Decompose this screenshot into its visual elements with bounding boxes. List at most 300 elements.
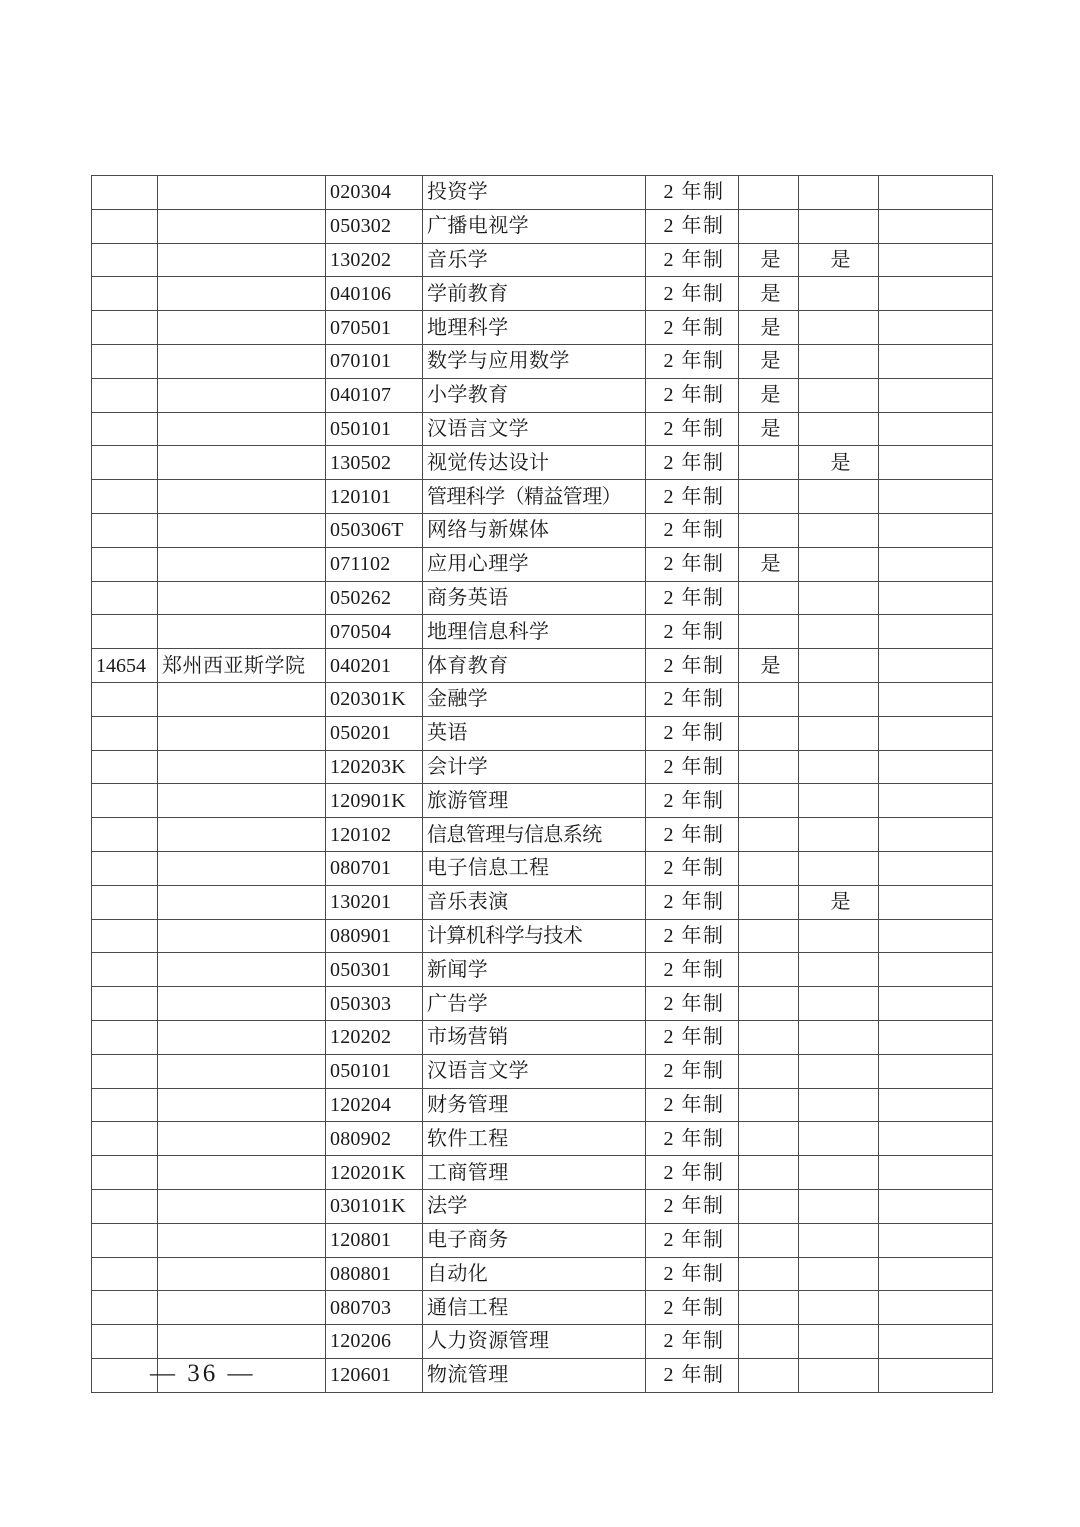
- cell-institution-name: [158, 311, 326, 345]
- cell-study-length: 2 年制: [646, 885, 739, 919]
- cell-institution-name: [158, 412, 326, 446]
- cell-major-code: 040106: [326, 277, 423, 311]
- cell-flag-1: 是: [739, 344, 799, 378]
- table-row: [92, 953, 993, 987]
- cell-institution-name: [158, 513, 326, 547]
- cell-major-code: 070101: [326, 344, 423, 378]
- table-row: [92, 1189, 993, 1223]
- cell-flag-1: [739, 1189, 799, 1223]
- cell-major-code: 020304: [326, 176, 423, 210]
- cell-flag-2: 是: [799, 885, 879, 919]
- page-number: — 36 —: [150, 1360, 256, 1387]
- cell-institution-code: 14654: [92, 649, 158, 683]
- table-row: [92, 682, 993, 716]
- cell-flag-2: [799, 1122, 879, 1156]
- cell-flag-3: [879, 446, 993, 480]
- cell-flag-3: [879, 277, 993, 311]
- cell-institution-code: [92, 919, 158, 953]
- cell-study-length: 2 年制: [646, 378, 739, 412]
- cell-institution-name: [158, 1156, 326, 1190]
- cell-flag-3: [879, 649, 993, 683]
- cell-institution-name: [158, 1223, 326, 1257]
- cell-flag-1: [739, 209, 799, 243]
- cell-flag-3: [879, 818, 993, 852]
- cell-study-length: 2 年制: [646, 750, 739, 784]
- cell-institution-name: [158, 919, 326, 953]
- cell-study-length: 2 年制: [646, 1358, 739, 1392]
- cell-study-length: 2 年制: [646, 277, 739, 311]
- cell-flag-3: [879, 176, 993, 210]
- cell-major-name: 人力资源管理: [423, 1325, 646, 1359]
- cell-major-name: 音乐表演: [423, 885, 646, 919]
- cell-major-name: 软件工程: [423, 1122, 646, 1156]
- cell-institution-code: [92, 378, 158, 412]
- cell-flag-3: [879, 682, 993, 716]
- cell-institution-code: [92, 1156, 158, 1190]
- cell-major-code: 050101: [326, 412, 423, 446]
- cell-institution-name: [158, 1325, 326, 1359]
- table-row: [92, 716, 993, 750]
- cell-flag-1: [739, 615, 799, 649]
- table-row: [92, 412, 993, 446]
- cell-flag-2: [799, 851, 879, 885]
- table-row: [92, 547, 993, 581]
- cell-study-length: 2 年制: [646, 412, 739, 446]
- cell-major-code: 050201: [326, 716, 423, 750]
- table-row: [92, 1156, 993, 1190]
- table-row: [92, 784, 993, 818]
- cell-study-length: 2 年制: [646, 547, 739, 581]
- cell-major-name: 视觉传达设计: [423, 446, 646, 480]
- cell-institution-code: [92, 209, 158, 243]
- cell-flag-3: [879, 784, 993, 818]
- cell-institution-name: [158, 243, 326, 277]
- cell-major-name: 信息管理与信息系统: [423, 818, 646, 852]
- cell-flag-3: [879, 1156, 993, 1190]
- cell-major-name: 地理科学: [423, 311, 646, 345]
- cell-flag-3: [879, 885, 993, 919]
- table-row: [92, 1088, 993, 1122]
- cell-flag-2: [799, 547, 879, 581]
- cell-flag-3: [879, 480, 993, 514]
- cell-flag-1: [739, 919, 799, 953]
- cell-major-code: 120204: [326, 1088, 423, 1122]
- cell-flag-2: [799, 716, 879, 750]
- cell-major-code: 080701: [326, 851, 423, 885]
- cell-major-code: 020301K: [326, 682, 423, 716]
- cell-flag-1: [739, 1223, 799, 1257]
- cell-major-name: 英语: [423, 716, 646, 750]
- cell-major-code: 050262: [326, 581, 423, 615]
- cell-major-name: 工商管理: [423, 1156, 646, 1190]
- cell-institution-name: [158, 987, 326, 1021]
- cell-flag-2: [799, 953, 879, 987]
- cell-institution-code: [92, 1358, 158, 1392]
- cell-study-length: 2 年制: [646, 513, 739, 547]
- cell-institution-code: [92, 446, 158, 480]
- cell-major-code: 120801: [326, 1223, 423, 1257]
- cell-study-length: 2 年制: [646, 1122, 739, 1156]
- cell-study-length: 2 年制: [646, 1020, 739, 1054]
- cell-major-code: 130201: [326, 885, 423, 919]
- cell-flag-3: [879, 209, 993, 243]
- cell-major-name: 自动化: [423, 1257, 646, 1291]
- table-row: [92, 311, 993, 345]
- cell-study-length: 2 年制: [646, 1291, 739, 1325]
- cell-institution-code: [92, 851, 158, 885]
- table-row: [92, 480, 993, 514]
- cell-institution-code: [92, 243, 158, 277]
- cell-institution-name: [158, 615, 326, 649]
- cell-flag-2: [799, 1156, 879, 1190]
- cell-flag-3: [879, 1358, 993, 1392]
- cell-study-length: 2 年制: [646, 1189, 739, 1223]
- cell-flag-3: [879, 243, 993, 277]
- cell-flag-1: 是: [739, 243, 799, 277]
- table-row: [92, 987, 993, 1021]
- cell-flag-2: [799, 919, 879, 953]
- cell-flag-1: [739, 1358, 799, 1392]
- table-row: [92, 209, 993, 243]
- cell-flag-1: [739, 784, 799, 818]
- cell-flag-3: [879, 1054, 993, 1088]
- cell-institution-code: [92, 1122, 158, 1156]
- cell-flag-3: [879, 344, 993, 378]
- table-row: [92, 1054, 993, 1088]
- cell-flag-1: 是: [739, 277, 799, 311]
- cell-flag-2: [799, 615, 879, 649]
- cell-institution-code: [92, 277, 158, 311]
- cell-flag-1: [739, 1088, 799, 1122]
- cell-major-name: 新闻学: [423, 953, 646, 987]
- cell-flag-3: [879, 716, 993, 750]
- cell-flag-2: [799, 513, 879, 547]
- cell-major-name: 商务英语: [423, 581, 646, 615]
- cell-flag-2: [799, 176, 879, 210]
- cell-flag-2: [799, 277, 879, 311]
- cell-institution-code: [92, 513, 158, 547]
- cell-flag-3: [879, 987, 993, 1021]
- cell-flag-1: [739, 513, 799, 547]
- cell-flag-2: [799, 1325, 879, 1359]
- cell-flag-3: [879, 919, 993, 953]
- cell-study-length: 2 年制: [646, 1156, 739, 1190]
- cell-major-code: 071102: [326, 547, 423, 581]
- cell-study-length: 2 年制: [646, 446, 739, 480]
- cell-flag-2: [799, 1020, 879, 1054]
- cell-major-name: 汉语言文学: [423, 1054, 646, 1088]
- cell-study-length: 2 年制: [646, 1325, 739, 1359]
- table-row: [92, 243, 993, 277]
- cell-major-code: 130502: [326, 446, 423, 480]
- cell-major-code: 120101: [326, 480, 423, 514]
- cell-flag-2: [799, 209, 879, 243]
- cell-major-name: 物流管理: [423, 1358, 646, 1392]
- cell-institution-code: [92, 1223, 158, 1257]
- cell-major-name: 地理信息科学: [423, 615, 646, 649]
- table-row: [92, 1257, 993, 1291]
- cell-flag-2: [799, 1088, 879, 1122]
- cell-flag-2: [799, 1257, 879, 1291]
- cell-major-name: 汉语言文学: [423, 412, 646, 446]
- cell-major-code: 050303: [326, 987, 423, 1021]
- table-row: [92, 750, 993, 784]
- cell-study-length: 2 年制: [646, 784, 739, 818]
- cell-flag-2: [799, 987, 879, 1021]
- cell-institution-code: [92, 682, 158, 716]
- cell-flag-1: [739, 851, 799, 885]
- cell-institution-code: [92, 750, 158, 784]
- cell-major-name: 学前教育: [423, 277, 646, 311]
- cell-flag-1: [739, 446, 799, 480]
- cell-major-name: 音乐学: [423, 243, 646, 277]
- cell-major-name: 市场营销: [423, 1020, 646, 1054]
- cell-major-name: 计算机科学与技术: [423, 919, 646, 953]
- cell-flag-3: [879, 1223, 993, 1257]
- table-row: [92, 446, 993, 480]
- table-row: [92, 176, 993, 210]
- cell-flag-2: [799, 818, 879, 852]
- table-row: [92, 513, 993, 547]
- cell-institution-code: [92, 784, 158, 818]
- cell-institution-name: [158, 1020, 326, 1054]
- cell-study-length: 2 年制: [646, 1257, 739, 1291]
- cell-institution-code: [92, 953, 158, 987]
- cell-flag-1: 是: [739, 311, 799, 345]
- cell-major-name: 会计学: [423, 750, 646, 784]
- table-row: [92, 1223, 993, 1257]
- cell-institution-name: [158, 885, 326, 919]
- cell-flag-1: [739, 750, 799, 784]
- cell-institution-name: 郑州西亚斯学院: [158, 649, 326, 683]
- major-enrollment-table: [91, 175, 993, 1393]
- cell-flag-1: [739, 885, 799, 919]
- cell-institution-code: [92, 987, 158, 1021]
- cell-study-length: 2 年制: [646, 1223, 739, 1257]
- cell-institution-code: [92, 885, 158, 919]
- cell-institution-code: [92, 547, 158, 581]
- cell-major-code: 040107: [326, 378, 423, 412]
- cell-flag-2: [799, 1054, 879, 1088]
- cell-flag-3: [879, 513, 993, 547]
- cell-study-length: 2 年制: [646, 919, 739, 953]
- table-row: [92, 344, 993, 378]
- table-body: [92, 176, 993, 1393]
- cell-major-code: 070504: [326, 615, 423, 649]
- cell-study-length: 2 年制: [646, 243, 739, 277]
- cell-major-code: 120206: [326, 1325, 423, 1359]
- cell-institution-code: [92, 344, 158, 378]
- cell-major-name: 旅游管理: [423, 784, 646, 818]
- table-row: [92, 378, 993, 412]
- cell-major-code: 040201: [326, 649, 423, 683]
- cell-major-code: 030101K: [326, 1189, 423, 1223]
- cell-study-length: 2 年制: [646, 1088, 739, 1122]
- cell-major-name: 电子信息工程: [423, 851, 646, 885]
- cell-flag-2: [799, 480, 879, 514]
- cell-flag-2: [799, 649, 879, 683]
- cell-flag-2: [799, 682, 879, 716]
- cell-flag-3: [879, 1122, 993, 1156]
- cell-institution-code: [92, 581, 158, 615]
- cell-institution-name: [158, 344, 326, 378]
- cell-major-name: 投资学: [423, 176, 646, 210]
- cell-flag-3: [879, 581, 993, 615]
- cell-major-code: 120901K: [326, 784, 423, 818]
- cell-institution-code: [92, 615, 158, 649]
- cell-institution-code: [92, 176, 158, 210]
- cell-major-code: 050301: [326, 953, 423, 987]
- cell-major-name: 管理科学（精益管理）: [423, 480, 646, 514]
- cell-institution-name: [158, 480, 326, 514]
- cell-major-code: 050306T: [326, 513, 423, 547]
- cell-flag-2: [799, 1223, 879, 1257]
- cell-flag-3: [879, 1291, 993, 1325]
- cell-flag-1: [739, 953, 799, 987]
- cell-flag-1: [739, 1054, 799, 1088]
- cell-institution-code: [92, 716, 158, 750]
- cell-flag-3: [879, 1020, 993, 1054]
- cell-flag-2: [799, 581, 879, 615]
- table-row: [92, 851, 993, 885]
- cell-institution-name: [158, 446, 326, 480]
- cell-flag-2: [799, 378, 879, 412]
- cell-institution-code: [92, 1257, 158, 1291]
- table-row: [92, 1020, 993, 1054]
- cell-flag-3: [879, 547, 993, 581]
- cell-institution-name: [158, 1189, 326, 1223]
- table-row: [92, 1122, 993, 1156]
- cell-study-length: 2 年制: [646, 480, 739, 514]
- cell-flag-1: [739, 1291, 799, 1325]
- table-row: [92, 277, 993, 311]
- cell-flag-2: [799, 1189, 879, 1223]
- cell-flag-3: [879, 1325, 993, 1359]
- cell-flag-1: [739, 176, 799, 210]
- cell-institution-code: [92, 412, 158, 446]
- cell-study-length: 2 年制: [646, 581, 739, 615]
- cell-major-name: 法学: [423, 1189, 646, 1223]
- cell-institution-name: [158, 547, 326, 581]
- table-row: [92, 581, 993, 615]
- cell-institution-name: [158, 716, 326, 750]
- cell-flag-2: 是: [799, 446, 879, 480]
- cell-flag-3: [879, 750, 993, 784]
- table-row: [92, 1325, 993, 1359]
- cell-institution-name: [158, 851, 326, 885]
- cell-institution-code: [92, 818, 158, 852]
- table-row: [92, 1291, 993, 1325]
- cell-major-code: 080901: [326, 919, 423, 953]
- cell-flag-1: [739, 987, 799, 1021]
- cell-flag-2: [799, 1358, 879, 1392]
- table-row: [92, 885, 993, 919]
- cell-major-name: 小学教育: [423, 378, 646, 412]
- cell-flag-1: [739, 581, 799, 615]
- cell-institution-code: [92, 480, 158, 514]
- cell-major-code: 120102: [326, 818, 423, 852]
- cell-institution-name: [158, 1257, 326, 1291]
- cell-flag-2: [799, 311, 879, 345]
- table-row: [92, 919, 993, 953]
- cell-institution-name: [158, 953, 326, 987]
- cell-major-code: 130202: [326, 243, 423, 277]
- cell-flag-1: 是: [739, 412, 799, 446]
- cell-flag-1: [739, 1325, 799, 1359]
- cell-study-length: 2 年制: [646, 682, 739, 716]
- cell-flag-1: [739, 1122, 799, 1156]
- cell-flag-2: [799, 1291, 879, 1325]
- cell-flag-2: 是: [799, 243, 879, 277]
- cell-flag-1: [739, 716, 799, 750]
- cell-flag-3: [879, 1189, 993, 1223]
- cell-flag-1: 是: [739, 378, 799, 412]
- cell-institution-name: [158, 784, 326, 818]
- cell-major-name: 电子商务: [423, 1223, 646, 1257]
- cell-study-length: 2 年制: [646, 615, 739, 649]
- cell-flag-2: [799, 412, 879, 446]
- cell-flag-1: [739, 818, 799, 852]
- cell-flag-3: [879, 851, 993, 885]
- cell-institution-code: [92, 1020, 158, 1054]
- cell-flag-1: [739, 1020, 799, 1054]
- cell-study-length: 2 年制: [646, 987, 739, 1021]
- cell-major-code: 080801: [326, 1257, 423, 1291]
- cell-major-code: 120203K: [326, 750, 423, 784]
- cell-institution-name: [158, 818, 326, 852]
- cell-institution-name: [158, 176, 326, 210]
- cell-flag-2: [799, 784, 879, 818]
- cell-institution-name: [158, 1291, 326, 1325]
- cell-major-name: 财务管理: [423, 1088, 646, 1122]
- cell-major-code: 080703: [326, 1291, 423, 1325]
- cell-study-length: 2 年制: [646, 716, 739, 750]
- cell-institution-code: [92, 1054, 158, 1088]
- cell-flag-3: [879, 311, 993, 345]
- table-row: [92, 818, 993, 852]
- cell-major-name: 广告学: [423, 987, 646, 1021]
- cell-institution-name: [158, 581, 326, 615]
- cell-flag-3: [879, 1088, 993, 1122]
- cell-institution-name: [158, 750, 326, 784]
- cell-major-name: 网络与新媒体: [423, 513, 646, 547]
- cell-flag-1: 是: [739, 649, 799, 683]
- cell-study-length: 2 年制: [646, 818, 739, 852]
- cell-flag-3: [879, 953, 993, 987]
- cell-institution-name: [158, 209, 326, 243]
- cell-flag-1: [739, 1257, 799, 1291]
- cell-major-code: 070501: [326, 311, 423, 345]
- cell-flag-3: [879, 1257, 993, 1291]
- cell-study-length: 2 年制: [646, 344, 739, 378]
- cell-study-length: 2 年制: [646, 176, 739, 210]
- cell-institution-name: [158, 277, 326, 311]
- cell-study-length: 2 年制: [646, 311, 739, 345]
- cell-institution-code: [92, 1291, 158, 1325]
- cell-flag-1: [739, 682, 799, 716]
- cell-institution-name: [158, 1054, 326, 1088]
- cell-flag-2: [799, 344, 879, 378]
- cell-institution-code: [92, 311, 158, 345]
- cell-study-length: 2 年制: [646, 953, 739, 987]
- cell-study-length: 2 年制: [646, 1054, 739, 1088]
- cell-major-code: 050101: [326, 1054, 423, 1088]
- cell-flag-2: [799, 750, 879, 784]
- cell-flag-3: [879, 412, 993, 446]
- cell-major-name: 广播电视学: [423, 209, 646, 243]
- cell-institution-code: [92, 1189, 158, 1223]
- cell-study-length: 2 年制: [646, 209, 739, 243]
